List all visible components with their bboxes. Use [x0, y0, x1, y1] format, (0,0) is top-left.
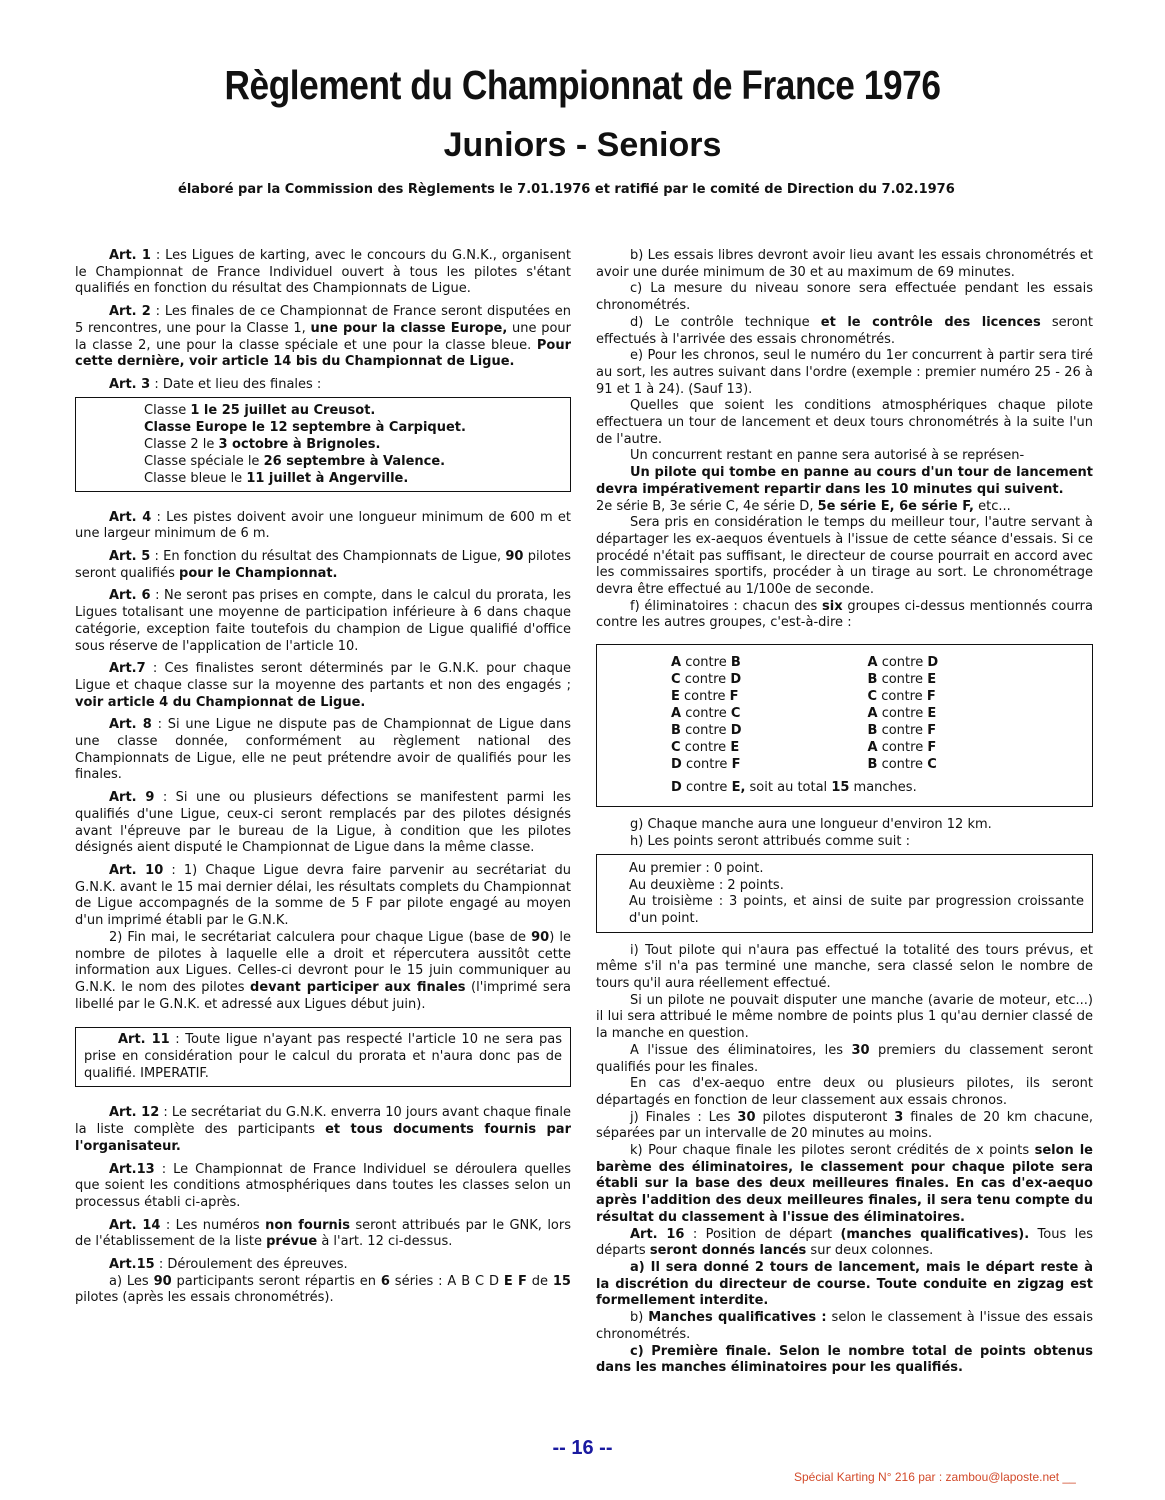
article-11	[84, 1032, 562, 1082]
article-text: : Toute ligue n'ayant pas respecté l'article 10 ne sera pas prise en considération pour le calcul du prorata et n'aura donc pas de qualifié. IMPERATIF.	[84, 1032, 562, 1081]
article-label: Art. 16	[630, 1226, 685, 1242]
article-12	[75, 1105, 571, 1155]
finals-date-item: Classe bleue le 11 juillet à Angerville.	[144, 470, 409, 486]
article-15	[75, 1257, 571, 1274]
article-text: : Si une ou plusieurs défections se manifestent parmi les qualifiés d'une Ligue, ceux-ci seront remplacés par des pilotes désignés avant l'épreuve par le bureau de la Ligue, à condition que les pilotes désignés aient disputé le Championnat de Ligue dans la même classe.	[75, 790, 572, 856]
article-label: Art. 3	[109, 376, 151, 392]
article-label: Art. 6	[109, 588, 151, 604]
article-text: : Déroulement des épreuves.	[154, 1257, 348, 1273]
matchup-pair: B contre D	[671, 722, 742, 738]
article-text: pilotes seront qualifiés	[75, 549, 571, 581]
clause-c: c) La mesure du niveau sonore sera effectuée pendant les essais chronométrés.	[596, 281, 1093, 314]
article-16-a: a) Il sera donné 2 tours de lancement, mais le départ reste à la discrétion du directeur de course. Toute conduite en zigzag est formellement interdite.	[596, 1260, 1093, 1309]
points-line: Au premier : 0 point.	[629, 860, 764, 876]
clause-f: f) éliminatoires : chacun des six groupes ci-dessus mentionnés courra contre les autres groupes, c'est-à-dire :	[596, 598, 1093, 631]
article-3	[75, 377, 571, 394]
finals-date-item: Classe 1 le 25 juillet au Creusot.	[144, 402, 376, 418]
clause-e-best-lap: Sera pris en considération le temps du meilleur tour, l'autre servant à départager les ex-aequos éventuels à l'issue de cette séance d'essais. Si ce procédé n'était pas suffisant, le directeur de course pourrait en accord avec les commissaires sportifs, procéder à un tirage au sort. Le chronométrage devra être effectué au 1/100e de seconde.	[596, 515, 1093, 598]
matchup-total: D contre E, soit au total 15 manches.	[671, 779, 917, 795]
article-15-a: a) Les 90 participants seront répartis en 6 séries : A B C D E F de 15 pilotes (après les essais chronométrés).	[75, 1273, 571, 1306]
matchup-pair: B contre C	[867, 756, 937, 772]
matchup-pair: C contre D	[671, 672, 742, 688]
clause-i-breakdown: Si un pilote ne pouvait disputer une manche (avarie de moteur, etc...) il lui sera attribué le même nombre de points plus 1 qu'au dernier classé de la manche en question.	[596, 992, 1093, 1042]
article-text: : Les pistes doivent avoir une longueur minimum de 600 m et une largeur minimum de 6 m.	[75, 509, 571, 542]
matchup-pair: A contre C	[671, 705, 741, 721]
clause-i-tie: En cas d'ex-aequo entre deux ou plusieurs pilotes, ils seront départagés en fonction de leur classement aux essais chronos.	[596, 1076, 1093, 1108]
matchup-pair: C contre E	[671, 739, 740, 755]
article-text: une pour la classe 2, une pour la classe spéciale et une pour la classe bleue.	[75, 320, 572, 353]
clause-e-weather: Quelles que soient les conditions atmosphériques chaque pilote effectuera un tour de lancement et deux tours chronométrés à la suite l'un de l'autre.	[596, 398, 1093, 447]
matchup-pair: B contre E	[867, 672, 937, 688]
article-label: Art. 1	[109, 248, 151, 263]
matchup-pair: A contre F	[867, 739, 937, 755]
heats-matchup-box	[596, 644, 1093, 807]
footer-credit: Spécial Karting N° 216 par : zambou@laposte.net __	[794, 1470, 1076, 1484]
article-11-box	[75, 1027, 571, 1087]
article-label: Art. 2	[109, 304, 151, 320]
matchup-pair: A contre B	[671, 655, 741, 671]
article-6	[75, 588, 571, 655]
article-label: Art.13	[109, 1161, 155, 1177]
left-column	[75, 248, 571, 1313]
article-9	[75, 790, 571, 857]
article-label: Art. 14	[109, 1217, 161, 1233]
article-text: : 1) Chaque Ligue devra faire parvenir au secrétariat du G.N.K. avant le 15 mai dernier délai, les résultats complets du Championnat de Ligue accompagnés de la somme de 5 F par pilote engagé au moyen d'un imprimé établi par le G.N.K.	[75, 862, 571, 929]
clause-e-restart: Un pilote qui tombe en panne au cours d'un tour de lancement devra impérativement repartir dans les 10 minutes qui suivent.	[596, 465, 1093, 497]
clause-i: i) Tout pilote qui n'aura pas effectué la totalité des tours prévus, et même s'il n'a pas terminé une manche, sera classé selon le nombre de tours qu'il aura réellement effectué.	[596, 942, 1093, 992]
article-14: Art. 14 : Les numéros non fournis seront attribués par le GNK, lors de l'établissement de la liste prévue à l'art. 12 ci-dessus.	[75, 1217, 571, 1250]
points-line: Au deuxième : 2 points.	[629, 877, 784, 893]
article-1	[75, 248, 571, 298]
finals-dates-box	[75, 397, 571, 492]
article-5	[75, 549, 571, 582]
article-16-c: c) Première finale. Selon le nombre total de points obtenus dans les manches éliminatoires pour les qualifiés.	[596, 1343, 1093, 1376]
article-emphasis: Pour cette dernière, voir article 14 bis du Championnat de Ligue.	[75, 337, 571, 370]
clause-d: d) Le contrôle technique et le contrôle des licences seront effectués à l'arrivée des essais chronométrés.	[596, 314, 1093, 347]
matchup-pair: A contre E	[867, 705, 937, 721]
article-emphasis: 90	[505, 549, 524, 565]
article-4	[75, 510, 571, 543]
article-text: : Ces finalistes seront déterminés par le G.N.K. pour chaque Ligue et chaque classe sur la moyenne des partants et non des engagés ;	[75, 661, 571, 693]
page-title: Règlement du Championnat de France 1976	[224, 62, 941, 108]
matchup-pair: C contre F	[867, 688, 936, 704]
article-emphasis: voir article 4 du Championnat de Ligue.	[75, 694, 366, 710]
clause-j: j) Finales : Les 30 pilotes disputeront 3 finales de 20 km chacune, séparées par un intervalle de 20 minutes au moins.	[596, 1109, 1093, 1142]
article-7	[75, 661, 571, 711]
article-emphasis: pour le Championnat.	[179, 565, 338, 581]
article-label: Art. 10	[109, 862, 164, 878]
finals-date-item: Classe 2 le 3 octobre à Brignoles.	[144, 436, 381, 452]
article-label: Art. 8	[109, 717, 152, 733]
matchup-pair: D contre F	[671, 756, 741, 772]
article-label: Art. 4	[109, 509, 152, 525]
matchup-pair: A contre D	[867, 655, 939, 671]
clause-b: b) Les essais libres devront avoir lieu avant les essais chronométrés et avoir une durée minimum de 30 et au maximum de 69 minutes.	[596, 248, 1093, 280]
article-emphasis: et tous documents fournis par l'organisateur.	[75, 1122, 571, 1154]
matchup-pair: B contre F	[867, 722, 937, 738]
clause-e-series: 2e série B, 3e série C, 4e série D, 5e série E, 6e série F, etc...	[596, 498, 1011, 514]
article-text: : En fonction du résultat des Championnats de Ligue,	[150, 549, 506, 565]
finals-date-item: Classe spéciale le 26 septembre à Valence.	[144, 453, 446, 469]
article-text: : Le secrétariat du G.N.K. enverra 10 jours avant chaque finale la liste complète des participants	[75, 1105, 571, 1138]
clause-k: k) Pour chaque finale les pilotes seront crédités de x points selon le barème des éliminatoires, le classement pour chaque pilote sera établi sur la base des deux meilleures finales. En cas d'ex-aequo après l'addition des deux meilleures finales, il sera tenu compte du résultat du classement à l'issue des éliminatoires.	[596, 1143, 1093, 1225]
article-10	[75, 863, 571, 930]
clause-h: h) Les points seront attribués comme suit :	[630, 834, 910, 850]
clause-i-qualified: A l'issue des éliminatoires, les 30 premiers du classement seront qualifiés pour les finales.	[596, 1042, 1094, 1075]
finals-date-item: Classe Europe le 12 septembre à Carpiquet.	[144, 419, 466, 435]
article-16-b: b) Manches qualificatives : selon le classement à l'issue des essais chronométrés.	[596, 1310, 1093, 1342]
matchup-pair: E contre F	[671, 688, 739, 704]
article-label: Art. 5	[109, 549, 151, 565]
article-text: : Le Championnat de France Individuel se déroulera quelles que soient les conditions atmosphériques dans toutes les classes selon un processus établi ci-après.	[75, 1161, 571, 1210]
clause-e-breakdown: Un concurrent restant en panne sera autorisé à se représen-	[630, 448, 1025, 464]
article-2	[75, 304, 571, 371]
article-text: : Si une Ligue ne dispute pas de Championnat de Ligue dans une classe donnée, conformément au règlement national des Championnats de Ligue, elle ne peut prétendre avoir de qualifiés pour les finales.	[75, 717, 572, 783]
points-box	[596, 854, 1093, 933]
article-13	[75, 1162, 571, 1212]
article-label: Art. 9	[109, 790, 155, 806]
article-text: : Date et lieu des finales :	[150, 376, 322, 392]
article-label: Art.7	[109, 661, 146, 677]
article-text: : Les Ligues de karting, avec le concours du G.N.K., organisent le Championnat de France Individuel ouvert à tous les pilotes s'étant qualifiés en fonction du résultat des Championnats de Ligue.	[75, 248, 571, 297]
page-number: -- 16 --	[552, 1437, 613, 1459]
article-8	[75, 717, 571, 784]
article-text: : Ne seront pas prises en compte, dans le calcul du prorata, les Ligues totalisant une moyenne de participation inférieure à 6 dans chaque catégorie, exception faite toutefois du champion de Ligue qualifié d'office sous réserve de l'application de l'article 10.	[75, 588, 571, 654]
article-emphasis: une pour la classe Europe,	[310, 320, 508, 336]
article-label: Art. 12	[109, 1105, 160, 1121]
clause-e: e) Pour les chronos, seul le numéro du 1er concurrent à partir sera tiré au sort, les autres suivant dans l'ordre (exemple : premier numéro 25 - 26 à 91 et 1 à 24). (Sauf 13).	[596, 348, 1093, 397]
clause-g: g) Chaque manche aura une longueur d'environ 12 km.	[630, 817, 992, 833]
points-line: Au troisième : 3 points, et ainsi de suite par progression croissante d'un point.	[629, 894, 1084, 926]
article-text: : Les finales de ce Championnat de France seront disputées en 5 rencontres, une pour la Classe 1,	[75, 304, 571, 336]
byline: élaboré par la Commission des Règlements le 7.01.1976 et ratifié par le comité de Direction du 7.02.1976	[178, 182, 955, 197]
right-column	[596, 248, 1093, 1377]
page-subtitle: Juniors - Seniors	[443, 126, 722, 164]
article-label: Art.15	[109, 1257, 155, 1273]
article-label: Art. 11	[118, 1032, 170, 1048]
article-16: Art. 16 : Position de départ (manches qualificatives). Tous les départs seront donnés lancés sur deux colonnes.	[596, 1226, 1093, 1259]
article-10-part-2: 2) Fin mai, le secrétariat calculera pour chaque Ligue (base de 90) le nombre de pilotes à laquelle elle a droit et répercutera aussitôt cette information aux Ligues. Celles-ci devront pour le 15 juin communiquer au G.N.K. le nom des pilotes devant participer aux finales (l'imprimé sera libellé par le G.N.K. et adressé aux Ligues début juin).	[75, 929, 572, 1012]
